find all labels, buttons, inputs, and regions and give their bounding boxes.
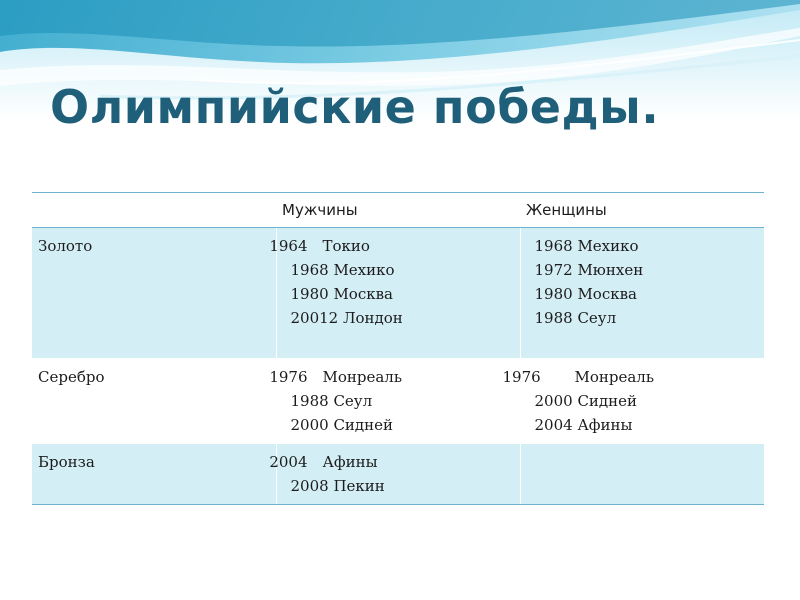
women-entry: 1968 Мехико	[534, 237, 639, 255]
header-men: Мужчины	[276, 193, 520, 228]
men-cell	[276, 359, 520, 444]
women-entry: 2000 Сидней	[534, 392, 638, 410]
medal-label: Бронза	[38, 453, 95, 471]
women-entry: 1988 Сеул	[534, 309, 617, 327]
men-entry: 1980 Москва	[290, 285, 393, 303]
medal-cell	[32, 359, 308, 444]
men-cell	[276, 228, 520, 359]
table-header-row	[32, 193, 764, 228]
women-entry: 1980 Москва	[534, 285, 637, 303]
women-first-city: Монреаль	[574, 368, 655, 386]
men-first-year: 2004	[269, 453, 308, 471]
women-entry: 2004 Афины	[534, 416, 633, 434]
women-entry: 1972 Мюнхен	[534, 261, 644, 279]
header-medal	[32, 193, 276, 228]
women-cell	[502, 359, 764, 444]
men-entry: 2000 Сидней	[290, 416, 394, 434]
men-cell	[276, 444, 520, 505]
men-first-city: Афины	[322, 453, 378, 471]
women-first-year: 1976	[502, 368, 541, 386]
men-first-year: 1976	[269, 368, 308, 386]
men-entry: 20012 Лондон	[290, 309, 403, 327]
table-row	[32, 228, 764, 359]
medal-label: Серебро	[38, 368, 105, 386]
women-cell	[520, 444, 764, 505]
men-first-city: Монреаль	[322, 368, 403, 386]
page-title: Олимпийские победы.	[50, 80, 660, 134]
women-first-entry	[502, 365, 759, 389]
medal-cell	[32, 228, 308, 359]
women-cell	[520, 228, 764, 359]
table-row	[32, 359, 764, 444]
header-women: Женщины	[520, 193, 764, 228]
olympic-wins-table	[32, 192, 764, 505]
medal-cell	[32, 444, 308, 505]
men-entry: 2008 Пекин	[290, 477, 385, 495]
medal-label: Золото	[38, 237, 93, 255]
men-first-city: Токио	[322, 237, 370, 255]
men-entry: 1988 Сеул	[290, 392, 373, 410]
table-row	[32, 444, 764, 505]
men-entry: 1968 Мехико	[290, 261, 395, 279]
men-first-year: 1964	[269, 237, 308, 255]
